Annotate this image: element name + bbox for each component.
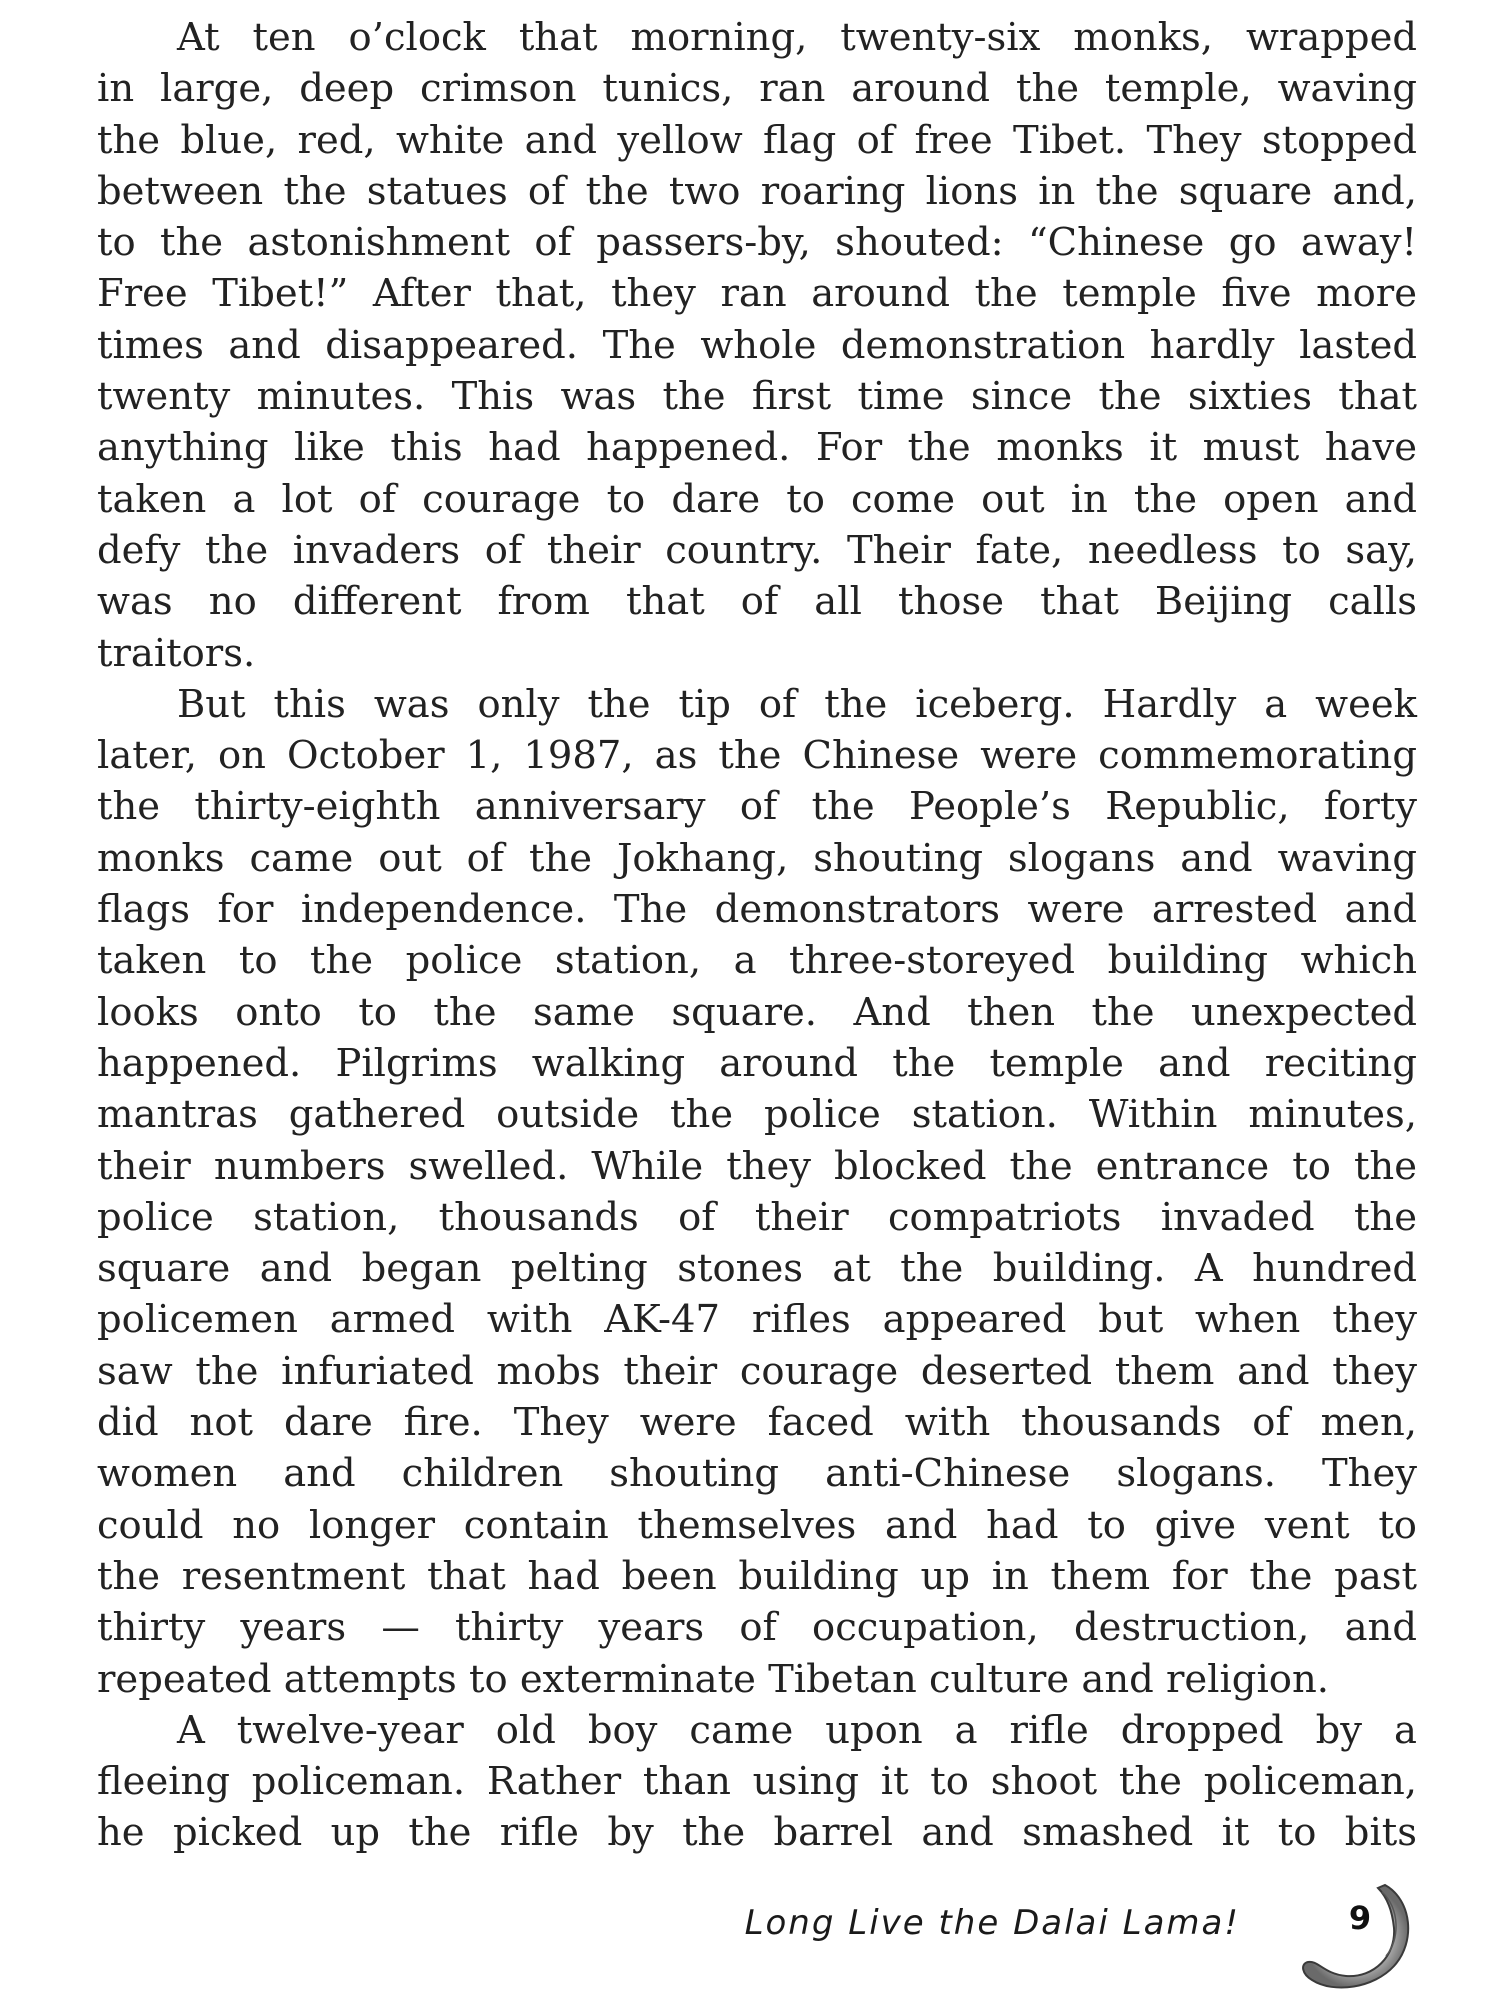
text-line: the resentment that had been building up in them for the past: [97, 1553, 1417, 1599]
text-line: taken a lot of courage to dare to come out in the open and: [97, 476, 1417, 522]
running-footer-title: Long Live the Dalai Lama!: [744, 1903, 1240, 1943]
text-line: to the astonishment of passers-by, shouted: “Chinese go away!: [97, 220, 1417, 266]
text-line: fleeing policeman. Rather than using it to shoot the policeman,: [97, 1759, 1417, 1805]
page-number: 9: [1348, 1899, 1372, 1937]
text-line: did not dare fire. They were faced with thousands of men,: [97, 1400, 1417, 1446]
text-line: A twelve-year old boy came upon a rifle dropped by a: [177, 1707, 1417, 1753]
body-text: [97, 12, 1417, 1859]
text-line: looks onto to the same square. And then the unexpected: [97, 989, 1417, 1035]
text-line: saw the infuriated mobs their courage deserted them and they: [97, 1348, 1417, 1394]
text-line: the blue, red, white and yellow flag of free Tibet. They stopped: [97, 117, 1417, 163]
text-line: flags for independence. The demonstrators were arrested and: [97, 887, 1417, 933]
text-line: monks came out of the Jokhang, shouting slogans and waving: [97, 835, 1417, 881]
text-line: the thirty-eighth anniversary of the People’s Republic, forty: [97, 784, 1417, 830]
text-line: happened. Pilgrims walking around the temple and reciting: [97, 1040, 1417, 1086]
text-line: But this was only the tip of the iceberg. Hardly a week: [177, 681, 1417, 727]
text-line: between the statues of the two roaring lions in the square and,: [97, 168, 1417, 214]
text-line: mantras gathered outside the police station. Within minutes,: [97, 1092, 1417, 1138]
text-line: he picked up the rifle by the barrel and smashed it to bits: [97, 1810, 1417, 1856]
text-line: twenty minutes. This was the first time since the sixties that: [97, 374, 1417, 420]
text-line: anything like this had happened. For the monks it must have: [97, 425, 1417, 471]
text-line: police station, thousands of their compatriots invaded the: [97, 1194, 1417, 1240]
text-line: women and children shouting anti-Chinese slogans. They: [97, 1451, 1417, 1497]
text-line: square and began pelting stones at the building. A hundred: [97, 1246, 1417, 1292]
text-line: repeated attempts to exterminate Tibetan culture and religion.: [97, 1656, 1329, 1702]
text-line: later, on October 1, 1987, as the Chinese were commemorating: [97, 733, 1417, 779]
text-line: defy the invaders of their country. Their fate, needless to say,: [97, 527, 1417, 573]
text-line: At ten o’clock that morning, twenty-six monks, wrapped: [177, 15, 1417, 60]
text-line: times and disappeared. The whole demonstration hardly lasted: [97, 322, 1417, 368]
text-line: thirty years — thirty years of occupation, destruction, and: [97, 1605, 1417, 1651]
text-line: could no longer contain themselves and had to give vent to: [97, 1502, 1417, 1548]
text-line: taken to the police station, a three-storeyed building which: [97, 938, 1417, 984]
text-line: traitors.: [97, 630, 256, 676]
text-line: in large, deep crimson tunics, ran around the temple, waving: [97, 66, 1417, 112]
text-line: was no different from that of all those that Beijing calls: [97, 579, 1417, 625]
text-line: their numbers swelled. While they blocked the entrance to the: [97, 1143, 1417, 1189]
text-line: Free Tibet!” After that, they ran around the temple five more: [97, 271, 1417, 317]
text-line: policemen armed with AK-47 rifles appeared but when they: [97, 1297, 1417, 1343]
